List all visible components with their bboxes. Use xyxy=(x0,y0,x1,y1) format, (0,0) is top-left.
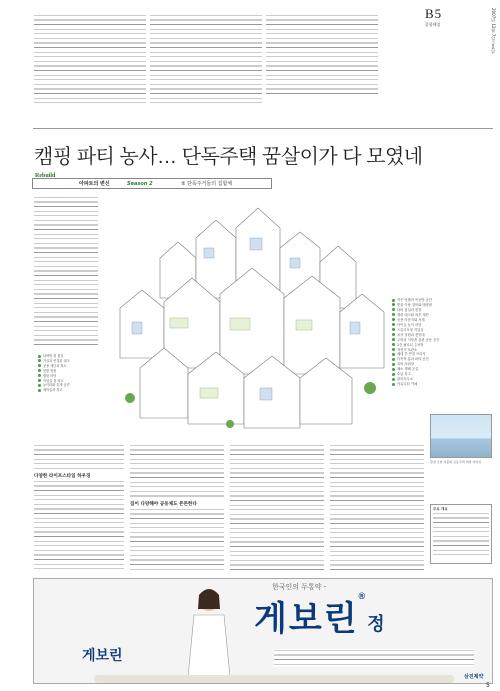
body-text-col1 xyxy=(34,444,124,470)
series-logo: Rebuild xyxy=(35,173,56,179)
bullet-icon xyxy=(392,313,395,316)
edition-date: 2007년 12월 7일 금요일 xyxy=(491,8,496,54)
legend-right-item xyxy=(392,382,492,387)
legend-left-label: 텃밭 정원 xyxy=(43,368,57,373)
body-text-col2b xyxy=(130,508,224,570)
bullet-icon xyxy=(392,363,395,366)
legend-right-label: 커뮤니티 카페 xyxy=(397,382,418,387)
bullet-icon xyxy=(38,355,41,358)
legend-right-label: 아이들 놀이 마당 xyxy=(397,322,422,327)
bullet-icon xyxy=(392,358,395,361)
legend-left-item xyxy=(38,388,138,393)
body-text-col1b xyxy=(34,480,124,570)
legend-right-label: 주방과 식당을 갖춘 공동 공간 xyxy=(397,337,440,342)
body-text-col3 xyxy=(230,444,324,570)
body-text-top-col2 xyxy=(150,14,262,106)
bullet-icon xyxy=(38,374,41,377)
legend-left-label: 놀이터와 휴게 공간 xyxy=(43,383,70,388)
ad-company: 삼진제약 xyxy=(464,674,484,680)
registered-mark-icon: ® xyxy=(358,591,368,601)
ad-model-figure xyxy=(174,583,244,677)
legend-right xyxy=(392,298,492,387)
bullet-icon xyxy=(392,303,395,306)
bullet-icon xyxy=(38,364,41,367)
legend-left-label: 다락방 겸 침실 xyxy=(43,354,64,358)
bullet-icon xyxy=(392,338,395,341)
legend-right-label: 채소 재배 온실 xyxy=(397,367,419,372)
ad-brand-suffix: 정 xyxy=(367,614,387,634)
body-text-col2 xyxy=(130,444,224,498)
bullet-icon xyxy=(392,299,395,302)
body-text-top-col1 xyxy=(34,14,146,106)
legend-left-label: 작업실 겸 차고 xyxy=(43,378,64,383)
subhead-community: 집이 다양해야 공동체도 튼튼한다 xyxy=(130,502,197,507)
legend-right-label: 옥외 샤워장 xyxy=(397,362,414,367)
bullet-icon xyxy=(392,378,395,381)
housing-cluster-illustration xyxy=(100,198,396,436)
legend-right-label: 다목적 홀과 파티 공간 xyxy=(397,357,429,362)
bullet-icon xyxy=(38,389,41,392)
ad-fine-print xyxy=(274,649,474,667)
legend-right-label: 옥상 정원과 전망대 xyxy=(397,332,425,337)
legend-right-label: 자전거 보관소 xyxy=(397,347,418,352)
legend-right-label: 수납 창고 xyxy=(397,372,411,377)
bullet-icon xyxy=(392,343,395,346)
ad-bottom-band xyxy=(94,675,454,683)
legend-right-label: 작은 텃밭과 목공방 공간 xyxy=(397,298,432,302)
section-name: 종합해설 xyxy=(425,22,441,27)
bullet-icon xyxy=(392,373,395,376)
bullet-icon xyxy=(38,359,41,362)
bullet-icon xyxy=(392,383,395,386)
photo-caption: 물결 모양 지붕의 공동주택 외관 이미지 xyxy=(430,460,482,464)
ad-tagline: 한국인의 두통약 - xyxy=(272,583,327,591)
legend-left-label: 세탁실과 창고 xyxy=(43,388,63,393)
bullet-icon xyxy=(392,318,395,321)
intro-text xyxy=(34,196,98,346)
ad-package-brand: 게보린 xyxy=(82,647,123,663)
bullet-icon xyxy=(392,353,395,356)
bullet-icon xyxy=(38,369,41,372)
legend-right-label: 빗물 이용 설비와 태양광 xyxy=(397,302,432,307)
legend-left-label: 캠핑 마당 xyxy=(43,373,57,378)
info-box-text xyxy=(433,512,489,558)
legend-right-label: 캠핑 데크와 외부 계단 xyxy=(397,312,429,317)
bullet-icon xyxy=(392,308,395,311)
section-number: B5 xyxy=(425,6,443,21)
legend-right-label: 공용 라운지와 서재 xyxy=(397,317,425,322)
bullet-icon xyxy=(38,384,41,387)
building-exterior-photo xyxy=(430,414,492,458)
headline: 캠핑 파티 농사… 단독주택 꿈살이가 다 모였네 xyxy=(34,146,423,168)
info-box xyxy=(430,504,492,564)
legend-right-label: 다락 침실과 천창 xyxy=(397,307,422,312)
bullet-icon xyxy=(392,328,395,331)
body-text-col4 xyxy=(330,444,424,570)
info-box-title: 주요 개요 xyxy=(433,507,448,511)
legend-left xyxy=(38,354,138,393)
legend-right-label: 1층 필로티 주차장 xyxy=(397,342,424,347)
series-name: 아파트의 변신 xyxy=(79,181,110,187)
page-number: 5 xyxy=(486,682,490,689)
subhead-lifestyle-housing: 다양한 라이프스타일 하우징 xyxy=(34,474,91,479)
bullet-icon xyxy=(38,379,41,382)
legend-right-label: 스튜디오형 작업실 xyxy=(397,327,424,332)
bullet-icon xyxy=(392,368,395,371)
bullet-icon xyxy=(392,333,395,336)
bullet-icon xyxy=(392,348,395,351)
ad-brand xyxy=(254,591,387,640)
bullet-icon xyxy=(392,323,395,326)
legend-left-label: 공용 계단과 복도 xyxy=(43,363,67,368)
legend-right-label: 관리사무소 xyxy=(397,377,413,382)
body-text-top-col3 xyxy=(266,14,378,94)
advertisement[interactable] xyxy=(33,578,493,684)
legend-right-label: 세대 간 연결 브리지 xyxy=(397,352,426,357)
legend-left-label: 거실과 연결된 데크 xyxy=(43,358,70,363)
series-banner xyxy=(32,173,272,189)
top-rule xyxy=(33,128,493,129)
ad-brand-name: 게보린 xyxy=(254,600,359,638)
series-season: Season 2 xyxy=(127,181,153,187)
series-subtitle: ⑤ 단독주거들의 집합체 xyxy=(181,181,233,187)
